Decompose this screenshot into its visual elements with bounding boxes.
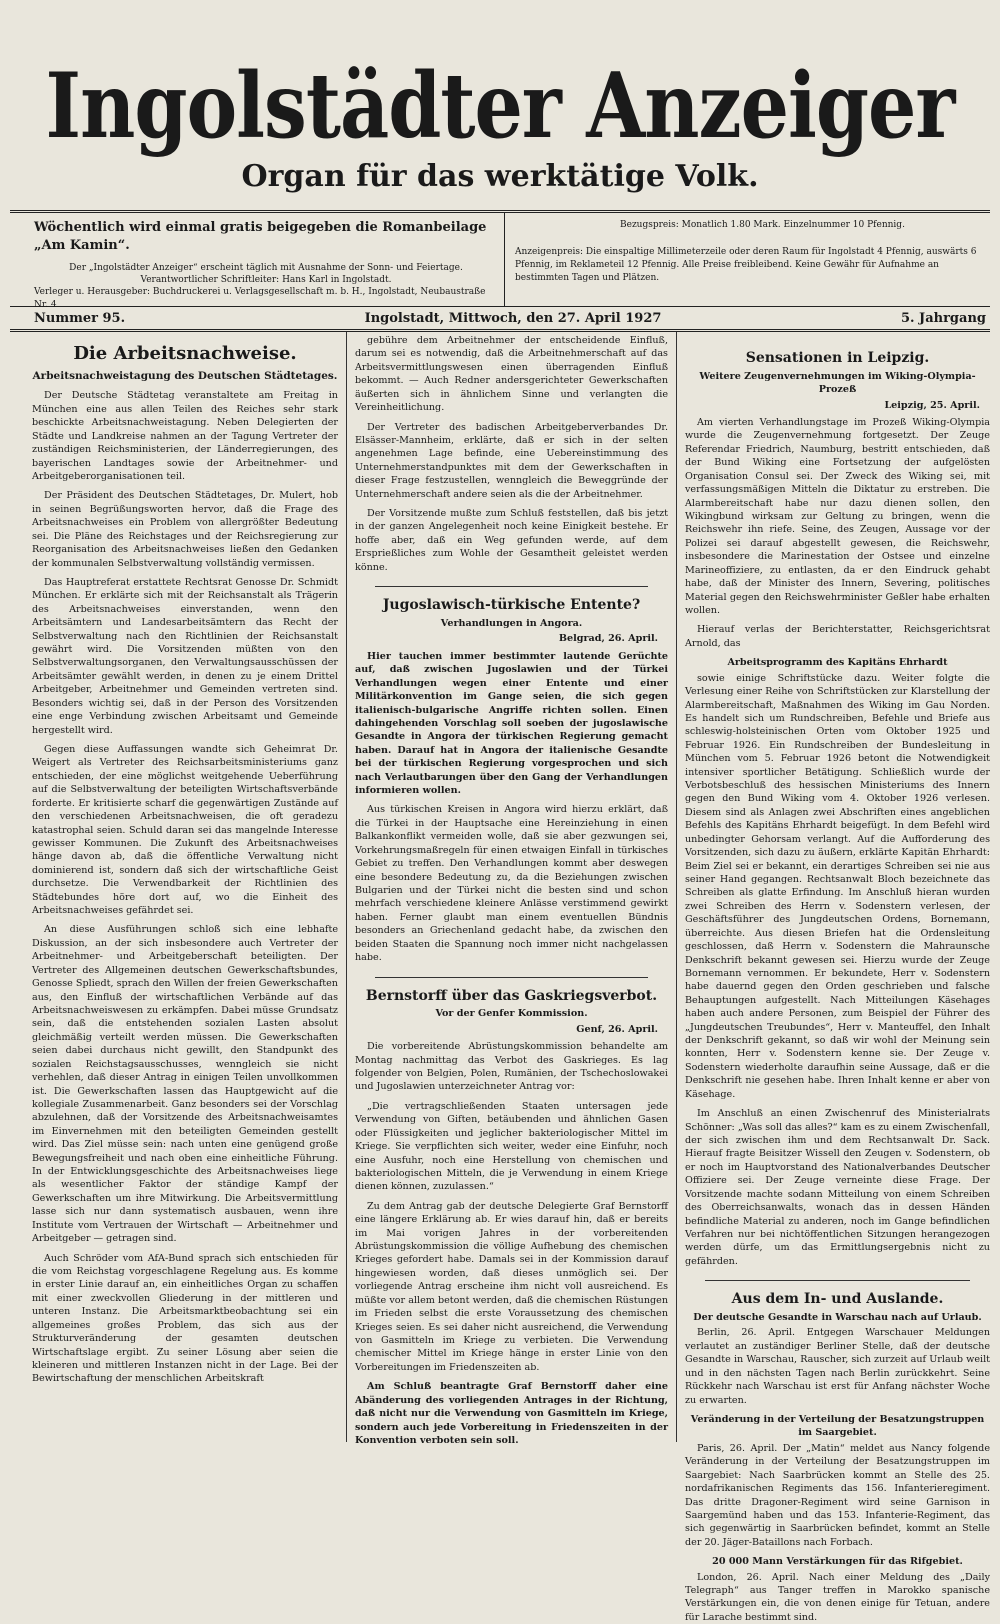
publication-note: Der „Ingolstädter Anzeiger“ erscheint täglich mit Ausnahme der Sonn- und Feiertage. <box>69 263 463 274</box>
paragraph: Hierauf verlas der Berichterstatter, Reichsgerichtsrat Arnold, das <box>685 624 990 649</box>
info-left <box>10 213 505 310</box>
subhead-bernstorff: Vor der Genfer Kommission. <box>435 1008 588 1020</box>
column-2 <box>347 332 677 1446</box>
paragraph: An diese Ausführungen schloß sich eine lebhafte Diskussion, an der sich insbesondere auch Vertreter der Arbeitnehmer- und Arbeitgeberschaft beteiligten. Der Vertreter des Allgemeinen deutschen Gewerkschaftsbundes, Genosse Spliedt, sprach den Willen der freien Gewerkschaften aus, den Einfluß der wirtschaftlichen Verbände auf das Arbeitsnachweiswesen zu erkämpfen. Dabei müsse Grundsatz sein, daß die entstehenden sozialen Lasten absolut gleichmäßig verteilt werden müssen. Die Gewerkschaften seien dabei durchaus nicht gewillt, den Standpunkt des sozialen Reichstagsausschusses, wenngleich sie nicht verhehlen, daß dieser Antrag in einigen Teilen unvollkommen ist. Die Gewerkschaften lassen das Hauptgewicht auf die kollegiale Zusammenarbeit. Ganz besonders sei der Vorschlag abzulehnen, daß der Vorsitzende des Arbeitsnachweisamtes im Einvernehmen mit den beteiligten Gemeinden gestellt wird. Das Ziel müsse sein: nach unten eine genügend große Bewegungsfreiheit und nach oben eine einheitliche Führung. In der Entwicklungsgeschichte des Arbeitsnachweises liege als wesentlicher Faktor der ständige Kampf der Gewerkschaften um ihre Mitwirkung. Die Arbeitsvermittlung lasse sich nur dann systematisch ausbauen, wenn ihre Institute vom Vertrauen der Wirtschaft — Arbeitnehmer und Arbeitgeber — getragen sind. <box>32 924 338 1245</box>
masthead <box>10 0 990 192</box>
dateline-belgrad: Belgrad, 26. April. <box>558 633 658 645</box>
volume-year: 5. Jahrgang <box>900 311 986 326</box>
paragraph: Gegen diese Auffassungen wandte sich Geheimrat Dr. Weigert als Vertreter des Reichsarbeitsministeriums ganz entschieden, der eine möglichst weitgehende Ueberführung auf die Selbstverwaltung der beteiligten Wirtschaftsverbände forderte. Er kritisierte scharf die gegenwärtigen Zustände auf den verschiedenen Arbeitsnachweisen, die oft geradezu katastrophal seien. Schuld daran sei das mangelnde Interesse gewisser Kommunen. Die Zukunft des Arbeitsnachweises hänge davon ab, daß die öffentliche Verwaltung nicht dominierend ist, sondern daß sich der wirtschaftliche Geist durchsetze. Die Verwendbarkeit der Richtlinien des Städtebundes höre dort auf, wo die Einheit des Arbeitsnachweises gefährdet sei. <box>32 743 338 917</box>
headline-entente: Jugoslawisch-türkische Entente? <box>382 597 641 614</box>
subscription-price: Bezugspreis: Monatlich 1.80 Mark. Einzelnummer 10 Pfennig. <box>620 220 905 230</box>
paragraph: sowie einige Schriftstücke dazu. Weiter folgte die Verlesung einer Reihe von Schriftstücken zur Klarstellung der Alarmbereitschaft, Maßnahmen des Wiking im Gau Norden. Es handelt sich um Rundschreiben, Befehle und Briefe aus schleswig-holsteinischen Orten vom Oktober 1925 und Februar 1926. Ein Rundschreiben der Bundesleitung in München vom 5. Februar 1926 betont die Notwendigkeit intensiver sportlicher Betätigung. Schließlich wurde der Verbotsbeschluß des hessischen Ministeriums des Innern gegen den Bund Wiking vom 4. Oktober 1926 verlesen. Diesem sind als Anlagen zwei Abschriften eines angeblichen Befehls des Kapitäns Ehrhardt beigefügt. In dem Befehl wird unbedingter Gehorsam verlangt. Auf die Aufforderung des Vorsitzenden, sich dazu zu äußern, erklärte Kapitän Ehrhardt: Beim Ziel sei er bekannt, ein derartiges Schreiben sei nie aus seiner Hand gegangen. Rechtsanwalt Bloch bezeichnete das Schreiben als glatte Erfindung. Im Anschluß hieran wurden zwei Schreiben des Herrn v. Sodenstern verlesen, der Geschäftsführer des Jungdeutschen Ordens, Bornemann, überreichte. Aus diesen Briefen hat die Ordensleitung geschlossen, daß Herrn v. Sodenstern die Mahraunsche Denkschrift bekannt gewesen sei. Hierzu wurde der Zeuge Bornemann vernommen. Er bekundete, Herr v. Sodenstern habe dauernd gegen den Orden geschrieben und falsche Behauptungen aufgestellt. Nach Mitteilungen Käsehages haben auch andere Personen, zum Beispiel der Führer des „Jungdeutschen Treubundes“, Herr v. Manteuffel, den Inhalt der Denkschrift gekannt, so daß wir wohl der Meinung sein konnten, Herr v. Sodenstern kenne sie. Der Zeuge v. Sodenstern wiederholte daraufhin seine Aussage, daß er die Denkschrift nie gesehen habe. Ihren Inhalt kenne er aber von Käsehage. <box>685 672 990 1100</box>
subhead-leipzig: Weitere Zeugenvernehmungen im Wiking-Olympia-Prozeß <box>699 370 976 396</box>
subhead-gesandte: Der deutsche Gesandte in Warschau nach auf Urlaub. <box>693 1312 982 1324</box>
paragraph: Am Schluß beantragte Graf Bernstorff daher eine Abänderung des vorliegenden Antrages in der Richtung, daß nicht nur die Verwendung von Gasmitteln im Kriege, sondern auch jede Vorbereitung in Friedenszeiten in der Konvention verboten sein soll. <box>355 1381 668 1446</box>
advertising-price: Anzeigenpreis: Die einspaltige Millimeterzeile oder deren Raum für Ingolstadt 4 Pfennig, auswärts 6 Pfennig, im Reklameteil 12 Pfennig. Alle Preise freibleibend. Keine Gewähr für Aufnahme an bestimmten Tagen und Plätzen. <box>515 247 977 284</box>
paragraph: Aus türkischen Kreisen in Angora wird hierzu erklärt, daß die Türkei in der Hauptsache eine Hereinziehung in einen Balkankonflikt vermeiden wolle, daß sie aber gezwungen sei, Vorkehrungsmaßregeln für einen etwaigen Einfall in türkisches Gebiet zu treffen. Den Verhandlungen kommt aber deswegen eine besondere Bedeutung zu, da die Beziehungen zwischen Bulgarien und der Türkei nicht die besten sind und schon mehrfach verschiedene kleinere Anlässe verstimmend gewirkt haben. Ferner glaubt man einem eventuellen Bündnis besonders an Griechenland gedacht habe, da zwischen den beiden Staaten die Spannung noch immer nicht nachgelassen habe. <box>355 804 668 964</box>
column-3 <box>677 332 990 1623</box>
paragraph: Zu dem Antrag gab der deutsche Delegierte Graf Bernstorff eine längere Erklärung ab. Er wies darauf hin, daß er bereits im Mai vorigen Jahres in der vorbereitenden Abrüstungskommission die völlige Aufhebung des chemischen Krieges gefordert habe. Damals sei in der Kommission darauf hingewiesen worden, daß dieses unmöglich sei. Der vorliegende Antrag erscheine ihm nicht voll ausreichend. Es müßte vor allem betont werden, daß die chemischen Rüstungen im Frieden selbst die erste Voraussetzung des chemischen Krieges seien. Es sei daher nicht ausreichend, die Verwendung von Gasmitteln im Kriege zu verbieten. Die Verwendung chemischer Mittel im Kriege hänge in erster Linie von den Vorbereitungen im Friedenszeiten ab. <box>355 1200 668 1373</box>
paragraph: Die vorbereitende Abrüstungskommission behandelte am Montag nachmittag das Verbot des Gaskrieges. Es lag folgender von Belgien, Polen, Rumänien, der Tschechoslowakei und Jugoslawien unterzeichneter Antrag vor: <box>355 1041 668 1093</box>
paragraph: Der Deutsche Städtetag veranstaltete am Freitag in München eine aus allen Teilen des Reiches sehr stark beschickte Arbeitsnachweistagung. Neben Delegierten der Städte und Landkreise nahmen an der Tagung Vertreter der zuständigen Reichsministerien, der Länderregierungen, des bayerischen Landtages sowie der Arbeitnehmer- und Arbeitgeberorganisationen teil. <box>32 390 338 482</box>
paragraph: gebühre dem Arbeitnehmer der entscheidende Einfluß, darum sei es notwendig, daß die Arbeitnehmerschaft auf das Arbeitsvermittlungswesen einen überragenden Einfluß bekommt. — Auch Redner andersgerichteter Gewerkschaften äußerten sich in ähnlichem Sinne und verlangten die Vereinheitlichung. <box>355 335 668 414</box>
article-columns <box>10 332 990 1623</box>
column-1 <box>10 332 347 1442</box>
paragraph: Der Vertreter des badischen Arbeitgeberverbandes Dr. Elsässer-Mannheim, erklärte, daß er sich in der selten angenehmen Lage befinde, eine Uebereinstimmung des Unternehmerstandpunktes mit dem der Gewerkschaften in dieser Frage festzustellen, wenngleich die Beweggründe der Unternehmerschaft andere seien als die der Arbeitnehmer. <box>355 421 668 500</box>
dateline-genf: Genf, 26. April. <box>576 1023 658 1035</box>
paragraph: Berlin, 26. April. Entgegen Warschauer Meldungen verlautet an zuständiger Berliner Stelle, daß der deutsche Gesandte in Warschau, Rauscher, sich zurzeit auf Urlaub weilt und in den nächsten Tagen nach Berlin zurückkehrt. Seine Rückkehr nach Warschau ist erst für Anfang nächster Woche zu erwarten. <box>685 1327 990 1406</box>
divider <box>375 977 648 978</box>
paragraph: Der Präsident des Deutschen Städtetages, Dr. Mulert, hob in seinen Begrüßungsworten hervor, daß die Frage des Arbeitsnachweises ein Problem von allergrößter Bedeutung sei. Die Pläne des Reichstages und der Reichsregierung zur Reorganisation des Arbeitsnachweises ließen den Gedanken der kommunalen Selbstverwaltung vollständig vermissen. <box>32 490 338 569</box>
editor-note: Verantwortlicher Schriftleiter: Hans Karl in Ingolstadt. <box>140 275 392 286</box>
paragraph: Im Anschluß an einen Zwischenruf des Ministerialrats Schönner: „Was soll das alles?“ kam es zu einem Zwischenfall, der sich zwischen ihm und dem Rechtsanwalt Dr. Sack. Hierauf fragte Beisitzer Wissell den Zeugen v. Sodenstern, ob er noch im Hauptvorstand des Nationalverbandes Deutscher Offiziere sei. Der Zeuge verneinte diese Frage. Der Vorsitzende machte sodann Mitteilung von einem Schreiben des Oberreichsanwalts, wonach das in dessen Händen befindliche Material zu anderen, noch im Gange befindlichen Verfahren nur bei nichtöffentlichen Sitzungen herangezogen werden dürfe, um das Ermittlungsergebnis nicht zu gefährden. <box>685 1108 990 1267</box>
paragraph: „Die vertragschließenden Staaten untersagen jede Verwendung von Giften, betäubenden und ähnlichen Gasen oder Flüssigkeiten und jeglicher bakteriologischer Mittel im Kriege. Sie verpflichten sich weiter, weder eine Einfuhr, noch eine Ausfuhr, noch eine Herstellung von chemischen und bakteriologischen Mitteln, die je Verwendung in einem Kriege dienen können, zuzulassen.“ <box>355 1100 668 1193</box>
weekly-supplement-note: Wöchentlich wird einmal gratis beigegeben die Romanbeilage „Am Kamin“. <box>34 220 487 253</box>
divider <box>375 586 648 587</box>
headline-inland-ausland: Aus dem In- und Auslande. <box>731 1291 944 1308</box>
info-box <box>10 210 990 310</box>
headline-bernstorff: Bernstorff über das Gaskriegsverbot. <box>365 987 658 1004</box>
dateline <box>10 307 990 332</box>
issue-number: Nummer 95. <box>34 311 126 326</box>
headline-arbeitsnachweise: Die Arbeitsnachweise. <box>73 343 297 364</box>
paragraph: Paris, 26. April. Der „Matin“ meldet aus Nancy folgende Veränderung in der Verteilung der Besatzungstruppen im Saargebiet: Nach Saarbrücken kommt an Stelle des 25. nordafrikanischen Regiments das 156. Infanterieregiment. Das dritte Dragoner-Regiment wird seine Garnison in Saargemünd haben und das 153. Infanterie-Regiment, das sich gegenwärtig in Saarbrücken befindet, kommt an Stelle der 20. Jäger-Bataillons nach Forbach. <box>685 1442 990 1548</box>
divider <box>705 1280 970 1281</box>
subhead-besatzung: Veränderung in der Verteilung der Besatzungstruppen im Saargebiet. <box>690 1413 985 1439</box>
newspaper-title: Ingolstädter Anzeiger <box>45 53 955 159</box>
newspaper-subtitle: Organ für das werktätige Volk. <box>241 159 759 194</box>
subhead-entente: Verhandlungen in Angora. <box>440 617 583 629</box>
paragraph: Am vierten Verhandlungstage im Prozeß Wiking-Olympia wurde die Zeugenvernehmung fortgesetzt. Der Zeuge Referendar Friedrich, Naumburg, bestritt entschieden, daß der Bund Wiking eine Fortsetzung der aufgelösten Organisation Consul sei. Der Zweck des Wiking sei, mit verfassungsmäßigen Mitteln die Diktatur zu erstreben. Die Alarmbereitschaft habe nur dazu dienen sollen, den Wikingbund wirksam zur Geltung zu bringen, wenn die Reichswehr ihn riefe. Seine, des Zeugen, Aussage vor der Polizei sei darauf abgestellt gewesen, die Reichswehr, insbesondere die Marinestation der Ostsee und einzelne Marineoffiziere, zu entlasten, da er den Eindruck gehabt habe, daß der Minister des Innern, Severing, politisches Material gegen den Reichswehrminister Geßler habe erhalten wollen. <box>685 417 990 616</box>
subhead-rifgebiet: 20 000 Mann Verstärkungen für das Rifgebiet. <box>712 1556 963 1568</box>
paragraph: Das Hauptreferat erstattete Rechtsrat Genosse Dr. Schmidt München. Er erklärte sich mit der Reichsanstalt als Trägerin des Arbeitsnachweises einverstanden, wenn den Arbeitsämtern und Landesarbeitsämtern das Recht der Selbstverwaltung nach den Richtlinien der Reichsanstalt gewährt wird. Die Vorsitzenden müßten von den Selbstverwaltungsorganen, den Verwaltungsausschüssen der Arbeitsämter gewählt werden, in denen zu je einem Drittel Arbeitgeber, Arbeitnehmer und Gemeinden vertreten sind. Besonders wichtig sei, daß in der Person des Vorsitzenden eine enge Verbindung zwischen Arbeitsamt und Gemeinde hergestellt wird. <box>32 576 338 736</box>
publisher-note: Verleger u. Herausgeber: Buchdruckerei u. Verlagsgesellschaft m. b. H., Ingolstadt, Neubaustraße Nr. 4 <box>34 287 486 310</box>
dateline-leipzig: Leipzig, 25. April. <box>884 399 980 411</box>
paragraph: Auch Schröder vom AfA-Bund sprach sich entschieden für die vom Reichstag vorgeschlagene Regelung aus. Es komme in erster Linie darauf an, ein einheitliches Organ zu schaffen mit einer zweckvollen Gliederung in der mittleren und unteren Instanz. Die Arbeitsmarktbeobachtung sei ein allgemeines großes Problem, das sich aus der Strukturveränderung der gesamten deutschen Wirtschaftslage ergibt. Zu seiner Lösung aber seien die kleineren und mittleren Instanzen nicht in der Lage. Bei der Bewirtschaftung der menschlichen Arbeitskraft <box>32 1252 338 1385</box>
subhead-arbeitsnachweise: Arbeitsnachweistagung des Deutschen Städtetages. <box>32 369 338 382</box>
paragraph: London, 26. April. Nach einer Meldung des „Daily Telegraph“ aus Tanger treffen in Marokko spanische Verstärkungen ein, die von denen einige für Tetuan, andere für Larache bestimmt sind. <box>685 1571 990 1623</box>
info-right <box>505 213 990 306</box>
paragraph: Der Vorsitzende mußte zum Schluß feststellen, daß bis jetzt in der ganzen Angelegenheit noch keine Einigkeit bestehe. Er hoffe aber, daß ein Weg gefunden werde, auf dem Ersprießliches zum Wohle der Gesamtheit geleistet werden könne. <box>355 508 668 573</box>
issue-date: Ingolstadt, Mittwoch, den 27. April 1927 <box>364 311 662 326</box>
headline-leipzig: Sensationen in Leipzig. <box>745 350 930 366</box>
paragraph: Hier tauchen immer bestimmter lautende Gerüchte auf, daß zwischen Jugoslawien und der Türkei Verhandlungen wegen einer Entente und einer Militärkonvention im Gange seien, die sich gegen italienisch-bulgarische Angriffe richten sollen. Einen dahingehenden Vorschlag soll soeben der jugoslawische Gesandte in Angora der türkischen Regierung gemacht haben. Darauf hat in Angora der italienische Gesandte bei der türkischen Regierung vorgesprochen und sich nach Verlautbarungen über den Gang der Verhandlungen informieren wollen. <box>355 650 668 797</box>
subhead-ehrhardt: Arbeitsprogramm des Kapitäns Ehrhardt <box>727 657 948 669</box>
